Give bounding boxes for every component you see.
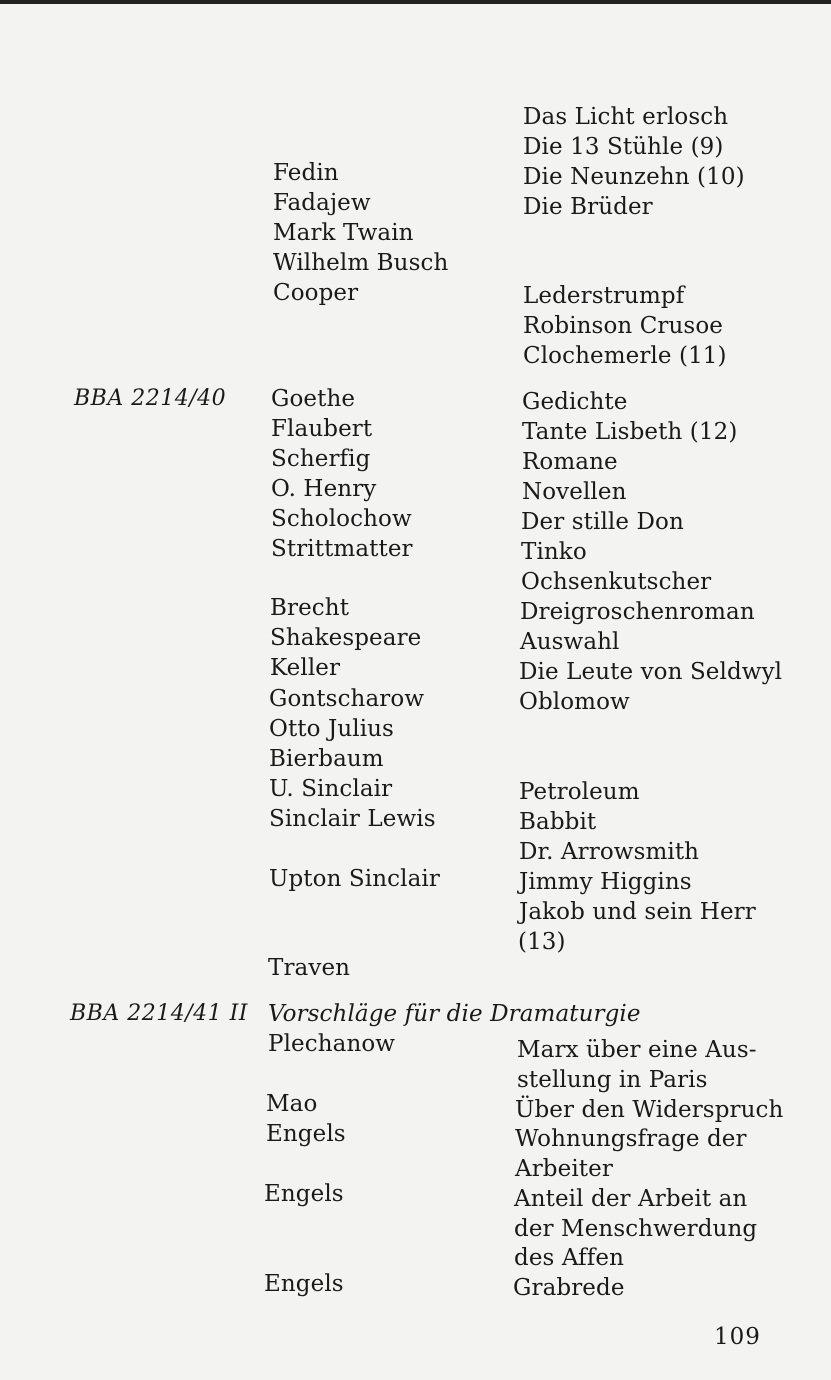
- title-entry: Dreigroschenroman: [520, 599, 755, 625]
- title-entry: Das Licht erlosch: [523, 104, 729, 130]
- title-entry: Der stille Don: [521, 509, 684, 535]
- title-entry: Die Brüder: [523, 194, 653, 220]
- author-entry: Sinclair Lewis: [269, 806, 436, 832]
- section-heading: Vorschläge für die Dramaturgie: [268, 1001, 641, 1027]
- author-entry: Fedin: [273, 160, 339, 186]
- title-entry: Die 13 Stühle (9): [523, 134, 724, 160]
- title-entry: Tinko: [521, 539, 587, 565]
- title-entry: Ochsenkutscher: [521, 569, 712, 595]
- title-entry: (13): [518, 929, 566, 955]
- author-entry: Fadajew: [273, 190, 371, 216]
- title-entry: Arbeiter: [515, 1156, 613, 1182]
- author-entry: Otto Julius: [269, 716, 394, 742]
- title-entry: stellung in Paris: [517, 1067, 708, 1093]
- title-entry: des Affen: [514, 1245, 625, 1271]
- author-entry: O. Henry: [271, 476, 377, 502]
- title-entry: Die Neunzehn (10): [523, 164, 745, 190]
- title-entry: der Menschwerdung: [514, 1216, 758, 1242]
- title-entry: Jimmy Higgins: [519, 869, 692, 895]
- title-entry: Babbit: [519, 809, 597, 835]
- title-entry: Über den Widerspruch: [515, 1097, 784, 1123]
- title-entry: Wohnungsfrage der: [515, 1126, 747, 1152]
- title-entry: Clochemerle (11): [523, 343, 727, 369]
- author-entry: Gontscharow: [269, 686, 425, 712]
- author-entry: Bierbaum: [269, 746, 384, 772]
- title-entry: Jakob und sein Herr: [519, 899, 756, 925]
- archive-signature: BBA 2214/40: [74, 386, 227, 411]
- title-entry: Grabrede: [513, 1275, 625, 1301]
- author-entry: Mark Twain: [273, 220, 414, 246]
- author-entry: Scherfig: [271, 446, 371, 472]
- author-entry: Upton Sinclair: [269, 866, 440, 892]
- author-entry: U. Sinclair: [269, 776, 393, 802]
- author-entry: Engels: [266, 1121, 346, 1147]
- title-entry: Die Leute von Seldwyl: [519, 659, 783, 685]
- author-entry: Shakespeare: [270, 625, 422, 651]
- author-entry: Keller: [270, 655, 341, 681]
- author-entry: Strittmatter: [271, 536, 413, 562]
- author-entry: Brecht: [270, 595, 350, 621]
- title-entry: Dr. Arrowsmith: [519, 839, 700, 865]
- title-entry: Auswahl: [520, 629, 620, 655]
- author-entry: Traven: [268, 955, 351, 981]
- title-entry: Oblomow: [519, 689, 630, 715]
- author-entry: Mao: [266, 1091, 318, 1117]
- title-entry: Tante Lisbeth (12): [522, 419, 738, 445]
- author-entry: Engels: [264, 1271, 344, 1297]
- author-entry: Cooper: [273, 280, 359, 306]
- author-entry: Goethe: [271, 386, 356, 412]
- title-entry: Lederstrumpf: [523, 283, 685, 309]
- title-entry: Gedichte: [522, 389, 628, 415]
- title-entry: Novellen: [522, 479, 627, 505]
- author-entry: Flaubert: [271, 416, 373, 442]
- title-entry: Marx über eine Aus-: [517, 1037, 757, 1063]
- page-number: 109: [714, 1324, 761, 1350]
- author-entry: Engels: [264, 1181, 344, 1207]
- author-entry: Plechanow: [268, 1031, 396, 1057]
- title-entry: Romane: [522, 449, 618, 475]
- title-entry: Petroleum: [519, 779, 640, 805]
- title-entry: Anteil der Arbeit an: [514, 1186, 748, 1212]
- archive-signature: BBA 2214/41 II: [70, 1001, 248, 1026]
- author-entry: Wilhelm Busch: [273, 250, 449, 276]
- title-entry: Robinson Crusoe: [523, 313, 723, 339]
- author-entry: Scholochow: [271, 506, 412, 532]
